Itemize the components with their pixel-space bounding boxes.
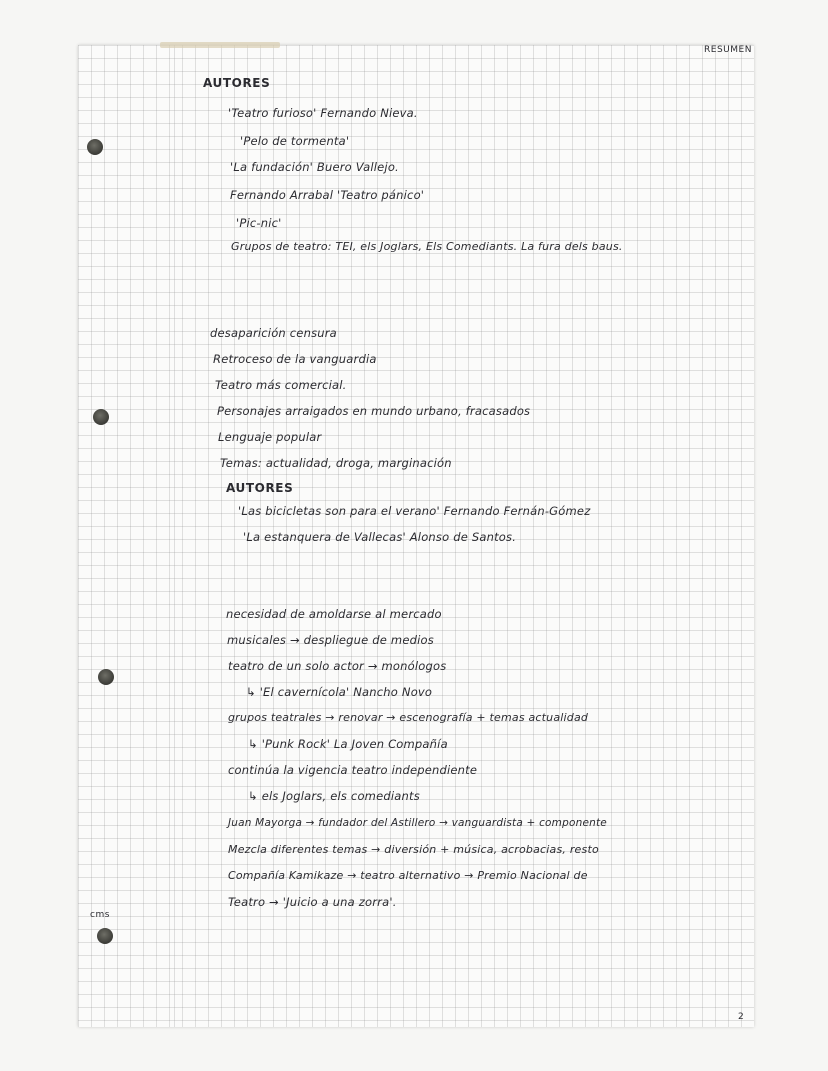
note-line: Teatro más comercial.	[215, 378, 347, 392]
binder-hole-1	[87, 139, 103, 155]
note-line: 'Pelo de tormenta'	[240, 134, 350, 148]
page-number: 2	[738, 1012, 745, 1022]
note-line: musicales → despliegue de medios	[227, 633, 434, 647]
note-line: Teatro → 'Juicio a una zorra'.	[228, 895, 397, 909]
note-line: Mezcla diferentes temas → diversión + música, acrobacias, resto	[228, 843, 599, 856]
note-line: Lenguaje popular	[218, 430, 322, 444]
section-heading-autores-2: AUTORES	[226, 481, 294, 495]
margin-note: cms	[90, 910, 110, 920]
binder-hole-4	[97, 928, 113, 944]
header-tag: RESUMEN	[704, 45, 752, 55]
margin-line	[174, 45, 175, 1027]
note-line: ↳ 'Punk Rock' La Joven Compañía	[248, 737, 448, 751]
note-line: 'Las bicicletas son para el verano' Fernando Fernán-Gómez	[238, 504, 591, 518]
note-line: Juan Mayorga → fundador del Astillero → vanguardista + componente	[228, 817, 607, 829]
note-line: necesidad de amoldarse al mercado	[226, 607, 442, 621]
note-line: 'La estanquera de Vallecas' Alonso de Santos.	[243, 530, 517, 544]
binder-hole-2	[93, 409, 109, 425]
note-line: Retroceso de la vanguardia	[213, 352, 377, 366]
note-line: 'La fundación' Buero Vallejo.	[230, 160, 399, 174]
section-heading-autores-1: AUTORES	[203, 76, 271, 90]
note-line: Fernando Arrabal 'Teatro pánico'	[230, 188, 425, 202]
note-line: 'Teatro furioso' Fernando Nieva.	[228, 106, 418, 120]
note-line: Grupos de teatro: TEI, els Joglars, Els Comediants. La fura dels baus.	[231, 240, 623, 253]
note-line: teatro de un solo actor → monólogos	[228, 659, 447, 673]
note-line: grupos teatrales → renovar → escenografía + temas actualidad	[228, 711, 589, 724]
note-line: ↳ els Joglars, els comediants	[248, 789, 420, 803]
note-line: 'Pic-nic'	[236, 216, 282, 230]
note-line: ↳ 'El cavernícola' Nancho Novo	[246, 685, 433, 699]
binder-hole-3	[98, 669, 114, 685]
note-line: Temas: actualidad, droga, marginación	[220, 456, 452, 470]
note-line: continúa la vigencia teatro independiente	[228, 763, 478, 777]
page-edge-tab	[160, 42, 280, 48]
note-line: desaparición censura	[210, 326, 337, 340]
note-line: Personajes arraigados en mundo urbano, fracasados	[217, 404, 531, 418]
note-line: Compañía Kamikaze → teatro alternativo → Premio Nacional de	[228, 869, 588, 882]
